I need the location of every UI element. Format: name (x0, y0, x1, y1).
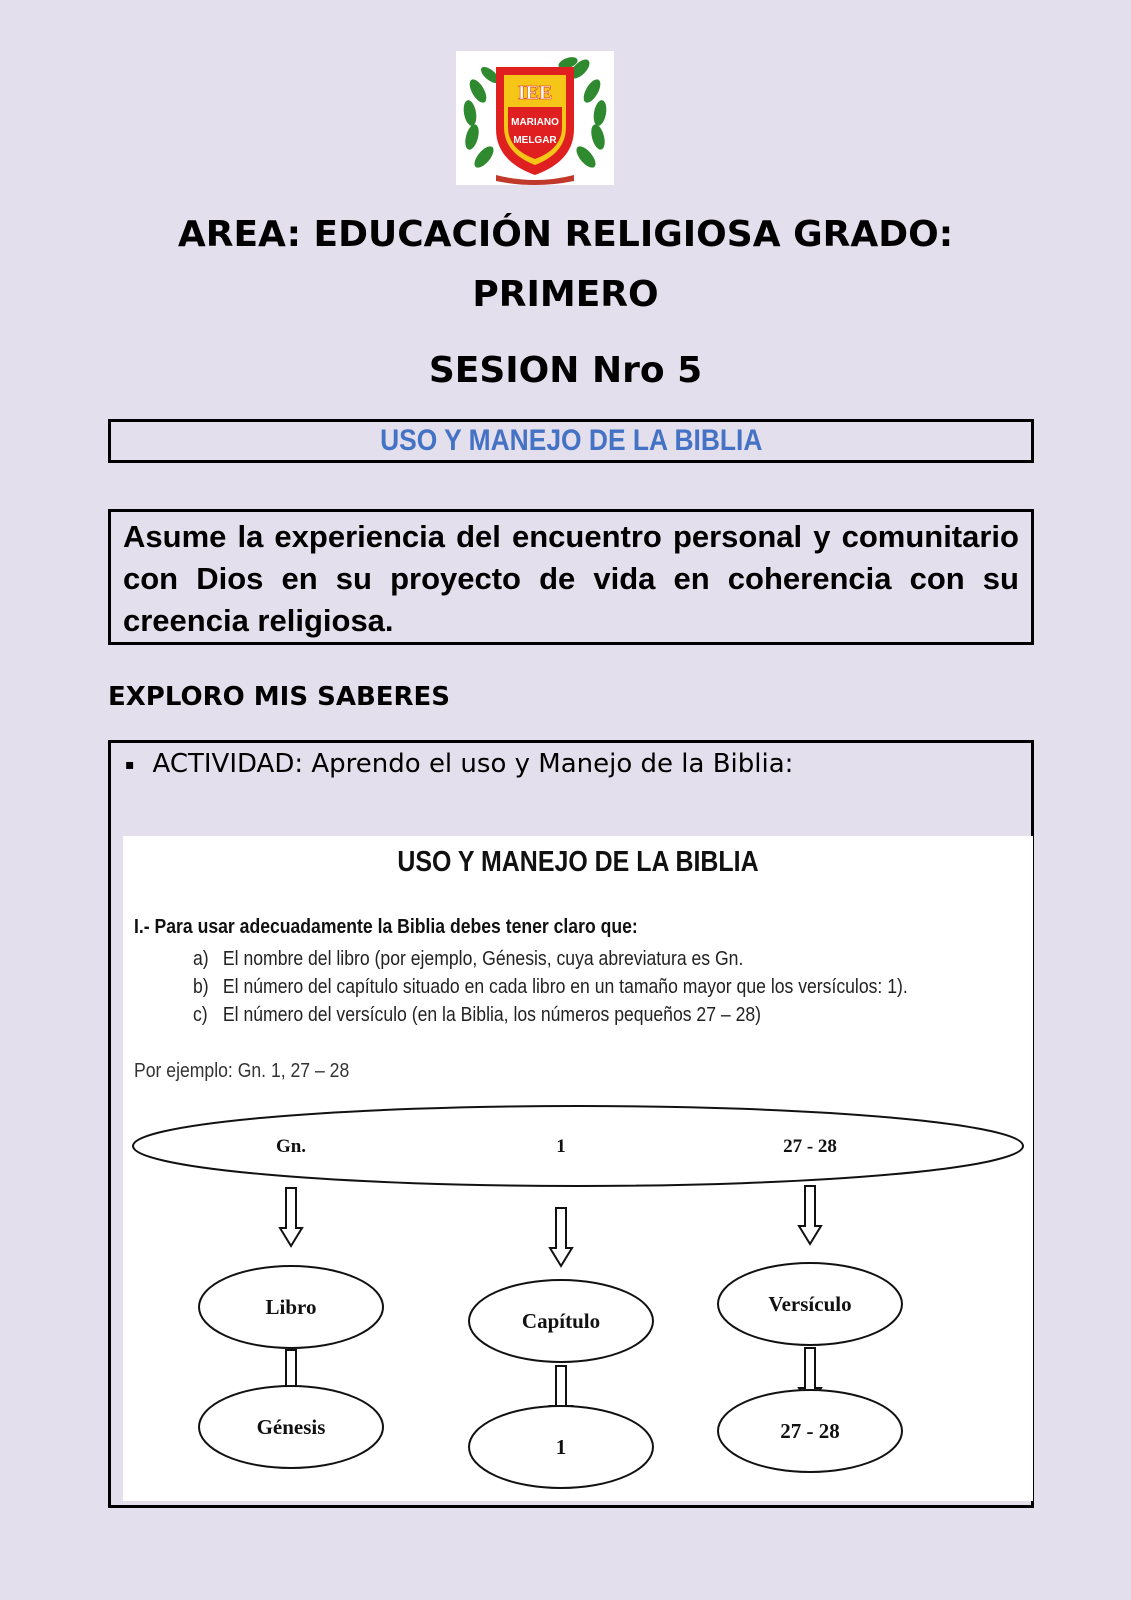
session-title: SESION Nro 5 (428, 350, 703, 391)
value-book: Génesis (256, 1415, 326, 1439)
citation-verses: 27 - 28 (783, 1136, 837, 1157)
embedded-title: USO Y MANEJO DE LA BIBLIA (397, 846, 759, 878)
topic-text: USO Y MANEJO DE LA BIBLIA (379, 424, 763, 457)
school-logo (456, 51, 614, 185)
embedded-item-a: a) El nombre del libro (por ejemplo, Génesis, cuya abreviatura es Gn. (193, 948, 744, 970)
arrow-down-icon (799, 1186, 821, 1244)
title-area-grade: AREA: EDUCACIÓN RELIGIOSA GRADO: (177, 214, 954, 255)
activity-box (108, 740, 1034, 1508)
value-chapter: 1 (555, 1435, 567, 1459)
citation-book: Gn. (275, 1136, 307, 1157)
embedded-item-b: b) El número del capítulo situado en cada libro en un tamaño mayor que los versículos: 1). (193, 976, 908, 998)
label-book: Libro (265, 1295, 317, 1319)
citation-diagram (123, 836, 1033, 1501)
label-verse: Versículo (768, 1292, 852, 1316)
embedded-example: Por ejemplo: Gn. 1, 27 – 28 (134, 1060, 350, 1082)
section-heading: EXPLORO MIS SABERES (108, 682, 451, 712)
embedded-item-c: c) El número del versículo (en la Biblia, los números pequeños 27 – 28) (193, 1004, 762, 1026)
arrow-down-icon (280, 1188, 302, 1246)
arrow-down-icon (550, 1208, 572, 1266)
svg-text:IEE: IEE (517, 82, 553, 104)
activity-item (125, 749, 793, 779)
svg-text:MELGAR: MELGAR (513, 135, 557, 146)
competency-box: Asume la experiencia del encuentro personal y comunitario con Dios en su proyecto de vida en coherencia con su creencia religiosa. (108, 509, 1034, 645)
embedded-worksheet (123, 836, 1033, 1501)
label-chapter: Capítulo (521, 1309, 601, 1333)
svg-text:MARIANO: MARIANO (511, 117, 559, 128)
bullet-square-icon: ▪ (125, 756, 135, 773)
title-grade-value: PRIMERO (472, 274, 659, 315)
citation-ellipse (133, 1106, 1023, 1186)
topic-box (108, 419, 1034, 463)
activity-label: ACTIVIDAD: Aprendo el uso y Manejo de la Biblia: (152, 749, 794, 779)
embedded-intro: I.- Para usar adecuadamente la Biblia debes tener claro que: (134, 916, 638, 938)
value-verse: 27 - 28 (780, 1419, 840, 1443)
school-crest-icon (456, 51, 614, 185)
citation-chapter: 1 (556, 1136, 566, 1157)
